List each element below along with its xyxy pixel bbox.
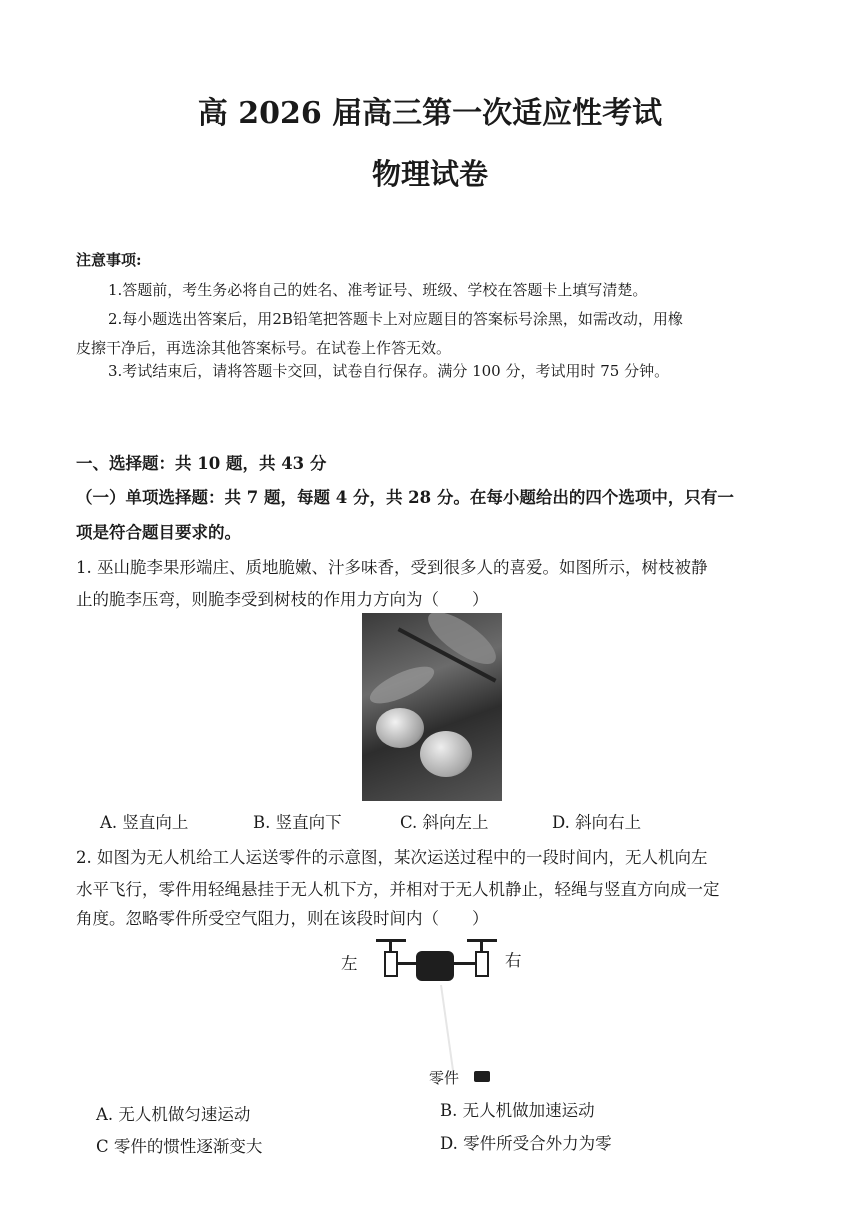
part-box (474, 1071, 490, 1082)
notice-item-2-line2: 皮擦干净后，再选涂其他答案标号。在试卷上作答无效。 (76, 339, 452, 357)
label-right: 右 (505, 951, 522, 970)
leaf-shape (365, 659, 439, 710)
question-1-option-c[interactable]: C. 斜向左上 (400, 813, 489, 832)
label-part: 零件 (429, 1069, 460, 1087)
plum-fruit (376, 708, 424, 748)
question-1-line1: 1. 巫山脆李果形端庄、质地脆嫩、汁多味香，受到很多人的喜爱。如图所示，树枝被静 (76, 558, 708, 577)
notice-item-1: 1.答题前，考生务必将自己的姓名、准考证号、班级、学校在答题卡上填写清楚。 (108, 281, 648, 299)
exam-title: 高 2026 届高三第一次适应性考试 (197, 96, 663, 131)
question-1-line2: 止的脆李压弯，则脆李受到树枝的作用力方向为（ ） (76, 590, 489, 609)
section-heading: 一、选择题：共 10 题，共 43 分 (76, 454, 327, 473)
light-rope (440, 985, 455, 1074)
question-2-line3: 角度。忽略零件所受空气阻力，则在该段时间内（ ） (76, 909, 489, 928)
right-motor (475, 951, 489, 977)
question-1-option-d[interactable]: D. 斜向右上 (552, 813, 642, 832)
plum-photo (362, 613, 502, 801)
drone-body (416, 951, 454, 981)
question-1-option-b[interactable]: B. 竖直向下 (253, 813, 342, 832)
subsection-heading-line2: 项是符合题目要求的。 (76, 523, 241, 542)
subsection-heading-line1: （一）单项选择题：共 7 题，每题 4 分，共 28 分。在每小题给出的四个选项中，只有一 (76, 488, 734, 507)
question-2-option-b[interactable]: B. 无人机做加速运动 (440, 1101, 595, 1120)
question-1-option-a[interactable]: A. 竖直向上 (100, 813, 189, 832)
question-2-option-d[interactable]: D. 零件所受合外力为零 (440, 1134, 612, 1153)
question-2-option-c[interactable]: C 零件的惯性逐渐变大 (96, 1137, 263, 1156)
notice-item-3: 3.考试结束后，请将答题卡交回，试卷自行保存。满分 100 分，考试用时 75 分钟。 (108, 362, 670, 380)
notice-heading: 注意事项: (76, 251, 142, 269)
question-2-line1: 2. 如图为无人机给工人运送零件的示意图，某次运送过程中的一段时间内，无人机向左 (76, 848, 708, 867)
exam-subject: 物理试卷 (371, 157, 488, 191)
plum-fruit (420, 731, 472, 777)
question-2-option-a[interactable]: A. 无人机做匀速运动 (96, 1105, 251, 1124)
label-left: 左 (341, 954, 358, 973)
question-2-line2: 水平飞行，零件用轻绳悬挂于无人机下方，并相对于无人机静止，轻绳与竖直方向成一定 (76, 880, 720, 899)
notice-item-2-line1: 2.每小题选出答案后，用2B铅笔把答题卡上对应题目的答案标号涂黑，如需改动，用橡 (108, 310, 683, 328)
